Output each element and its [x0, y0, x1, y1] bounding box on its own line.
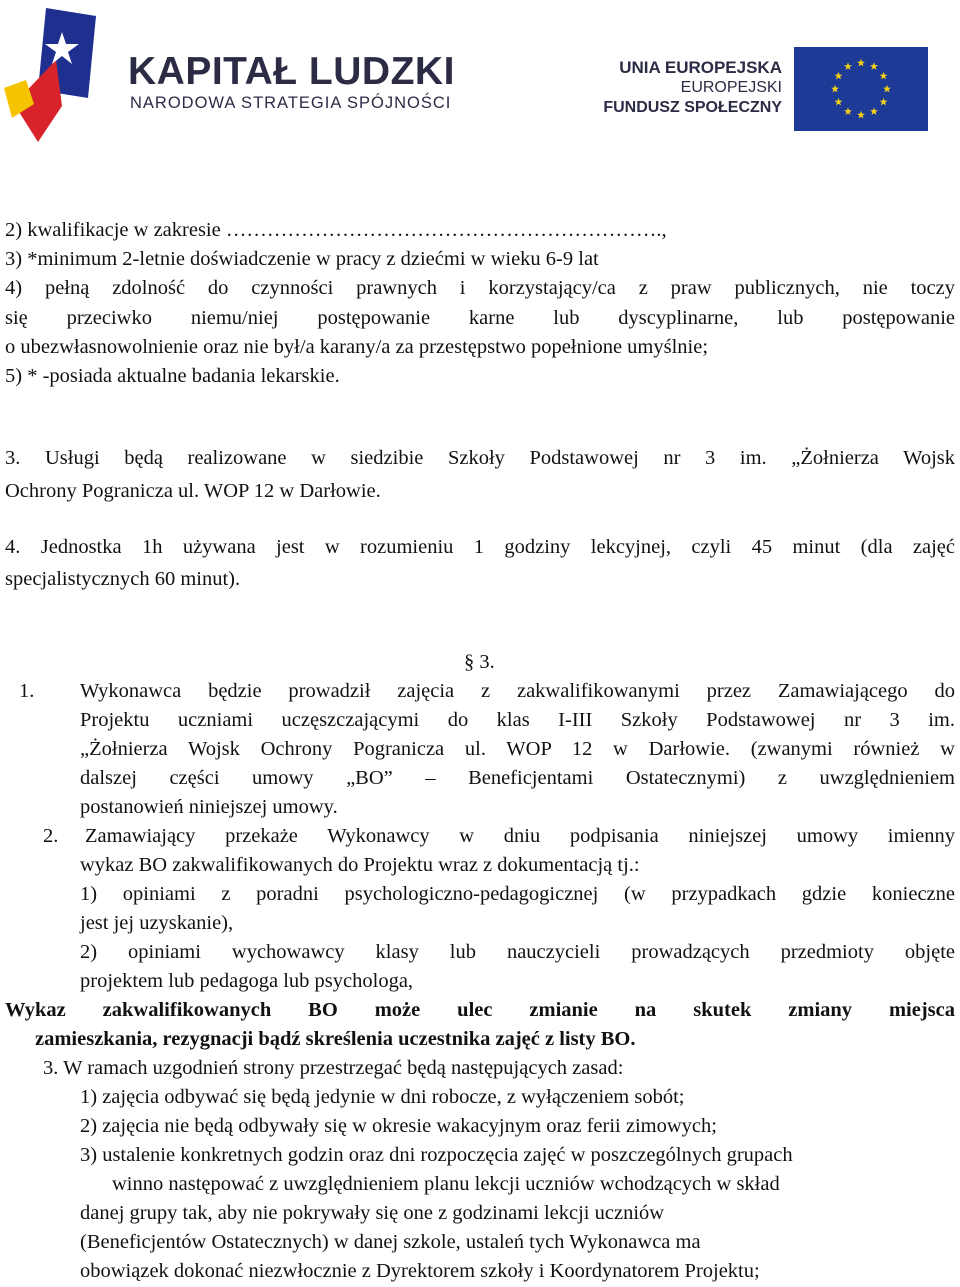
text-line: Zamawiający przekaże Wykonawcy w dniu podpisania niniejszej umowy imienny — [85, 825, 955, 847]
eu-flag-icon — [794, 47, 928, 131]
text-line: się przeciwko niemu/niej postępowanie karne lub dyscyplinarne, lub postępowanie — [5, 307, 955, 329]
text-line: o ubezwłasnowolnienie oraz nie był/a karany/a za przestępstwo popełnione umyślnie; — [5, 336, 709, 358]
text-line: 5) * -posiada aktualne badania lekarskie. — [5, 365, 340, 387]
text-line: 1) zajęcia odbywać się będą jedynie w dni robocze, z wyłączeniem sobót; — [80, 1086, 685, 1108]
text-line: specjalistycznych 60 minut). — [5, 568, 241, 590]
bold-text-line: Wykaz zakwalifikowanych BO może ulec zmianie na skutek zmiany miejsca — [5, 999, 955, 1021]
text-line: 2) zajęcia nie będą odbywały się w okresie wakacyjnym oraz ferii zimowych; — [80, 1115, 717, 1137]
text-line: Ochrony Pogranicza ul. WOP 12 w Darłowie. — [5, 480, 381, 502]
text-line: „Żołnierza Wojsk Ochrony Pogranicza ul. WOP 12 w Darłowie. (zwanymi również w — [80, 738, 955, 760]
page-header — [0, 0, 960, 160]
section-heading: § 3. — [464, 651, 495, 673]
eu-logo-line2: EUROPEJSKI — [680, 79, 782, 96]
text-line: projektem lub pedagoga lub psychologa, — [80, 970, 414, 992]
eu-logo-text — [603, 58, 782, 118]
text-line: 3) *minimum 2-letnie doświadczenie w pracy z dziećmi w wieku 6-9 lat — [5, 248, 599, 270]
text-line: wykaz BO zakwalifikowanych do Projektu wraz z dokumentacją tj.: — [80, 854, 640, 876]
text-line: obowiązek dokonać niezwłocznie z Dyrektorem szkoły i Koordynatorem Projektu; — [80, 1260, 760, 1282]
text-line: (Beneficjentów Ostatecznych) w danej szkole, ustaleń tych Wykonawca ma — [80, 1231, 701, 1253]
text-line: Projektu uczniami uczęszczającymi do klas I-III Szkoły Podstawowej nr 3 im. — [80, 709, 955, 731]
text-line: postanowień niniejszej umowy. — [80, 796, 338, 818]
kapital-ludzki-subtitle: NARODOWA STRATEGIA SPÓJNOŚCI — [130, 94, 452, 112]
text-line: 1) opiniami z poradni psychologiczno-pedagogicznej (w przypadkach gdzie konieczne — [80, 883, 955, 905]
text-line: 4) pełną zdolność do czynności prawnych i korzystający/ca z praw publicznych, nie toczy — [5, 277, 955, 299]
text-line: 2) kwalifikacje w zakresie ………………………………………………………., — [5, 219, 667, 241]
text-line: 3. Usługi będą realizowane w siedzibie Szkoły Podstawowej nr 3 im. „Żołnierza Wojsk — [5, 447, 955, 469]
bold-text-line: zamieszkania, rezygnacji bądź skreślenia uczestnika zajęć z listy BO. — [35, 1028, 636, 1050]
text-line: danej grupy tak, aby nie pokrywały się one z godzinami lekcji uczniów — [80, 1202, 665, 1224]
text-line: dalszej części umowy „BO” – Beneficjentami Ostatecznymi) z uwzględnieniem — [80, 767, 955, 789]
kapital-ludzki-title: KAPITAŁ LUDZKI — [128, 50, 455, 93]
text-line: Wykonawca będzie prowadził zajęcia z zakwalifikowanymi przez Zamawiającego do — [80, 680, 955, 702]
text-line: 3) ustalenie konkretnych godzin oraz dni rozpoczęcia zajęć w poszczególnych grupach — [80, 1144, 793, 1166]
text-line: 2) opiniami wychowawcy klasy lub nauczycieli prowadzących przedmioty objęte — [80, 941, 955, 963]
text-line: 3. W ramach uzgodnień strony przestrzegać będą następujących zasad: — [43, 1057, 624, 1079]
text-line: 4. Jednostka 1h używana jest w rozumieniu 1 godziny lekcyjnej, czyli 45 minut (dla zajęć — [5, 536, 955, 558]
list-number: 1. — [19, 680, 35, 702]
eu-logo-line3: FUNDUSZ SPOŁECZNY — [603, 99, 782, 116]
eu-logo-line1: UNIA EUROPEJSKA — [619, 58, 782, 77]
list-number: 2. — [43, 825, 59, 847]
text-line: jest jej uzyskanie), — [80, 912, 234, 934]
text-line: winno następować z uwzględnieniem planu lekcji uczniów wchodzących w skład — [112, 1173, 780, 1195]
kapital-ludzki-emblem-logo — [4, 6, 114, 146]
